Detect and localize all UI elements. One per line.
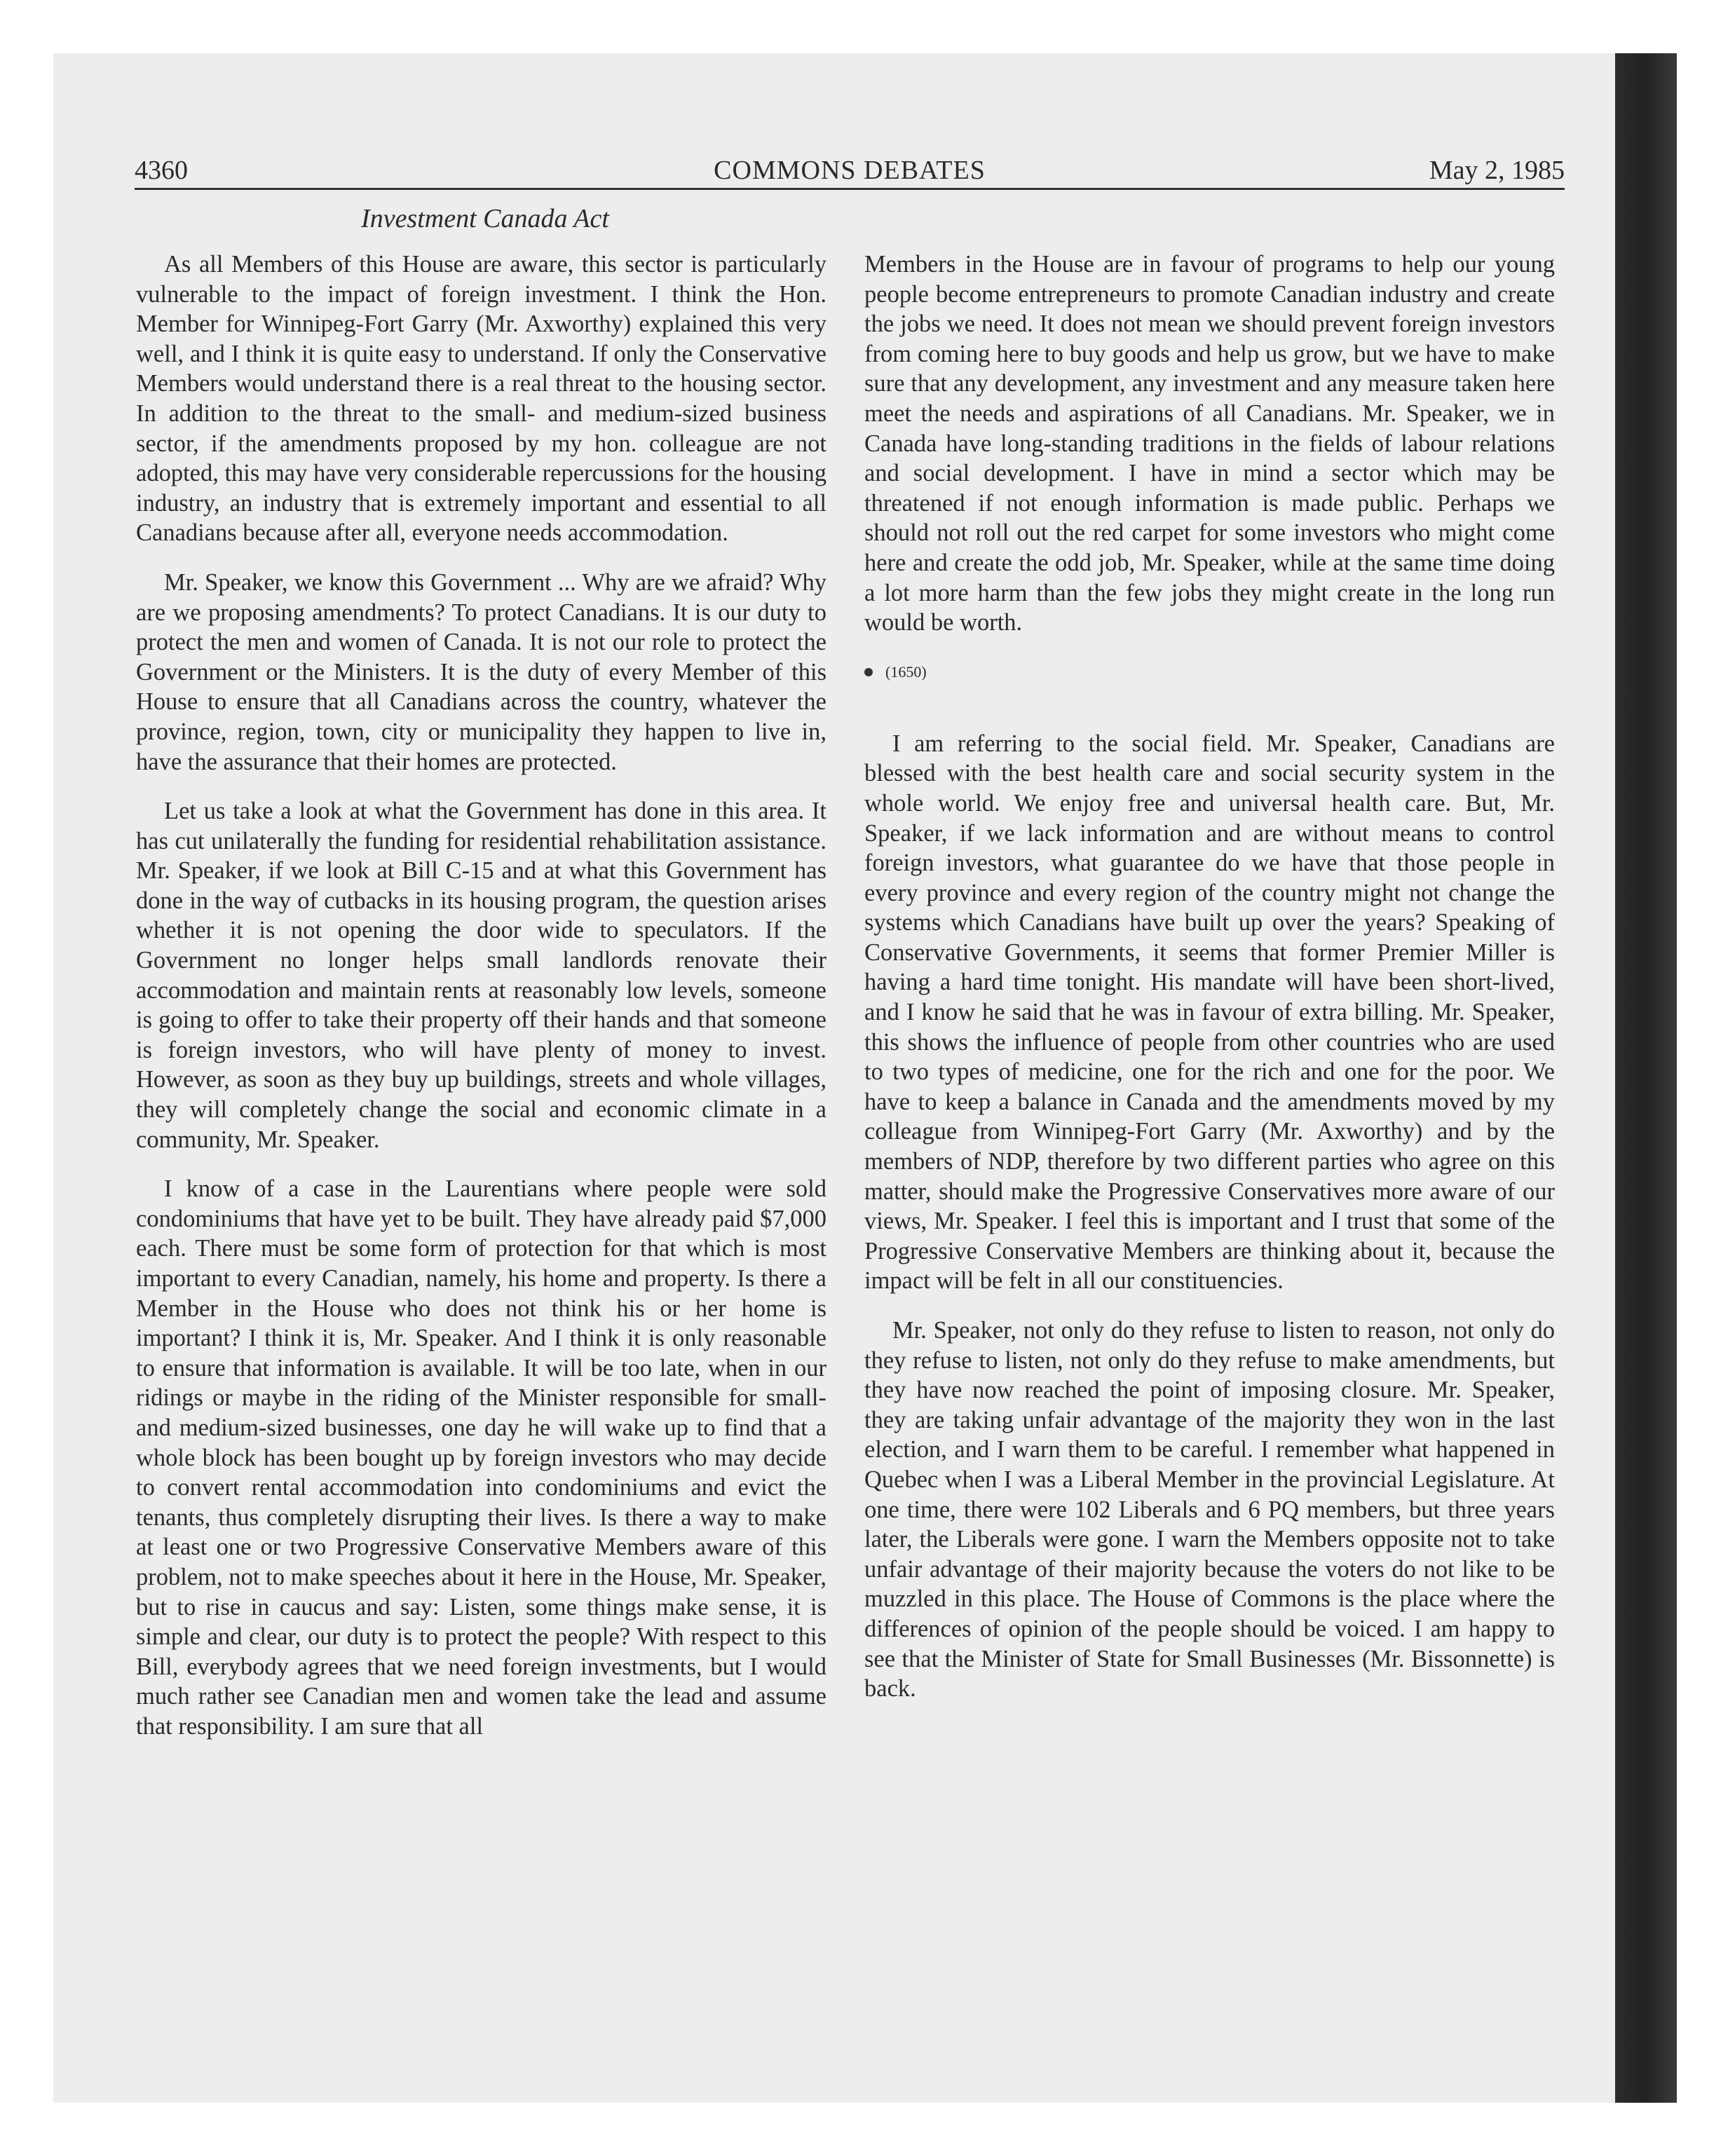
time-marker xyxy=(864,657,1555,687)
paragraph: Let us take a look at what the Government has done in this area. It has cut unilaterally the funding for residential rehabilitation assistance. Mr. Speaker, if we look at Bill C-15 and at what this Government has done in the way of cutbacks in its housing program, the question arises whether it is not opening the door wide to speculators. If the Government no longer helps small landlords renovate their accommodation and maintain rents at reasonably low levels, someone is going to offer to take their property off their hands and that someone is foreign investors, who will have plenty of money to invest. However, as soon as they buy up buildings, streets and whole villages, they will completely change the social and economic climate in a community, Mr. Speaker. xyxy=(136,798,826,1153)
paragraph: As all Members of this House are aware, this sector is particularly vulnerable to the impact of foreign investment. I think the Hon. Member for Winnipeg-Fort Garry (Mr. Axworthy) explained this very well, and I think it is quite easy to understand. If only the Conservative Members would understand there is a real threat to the housing sector. In addition to the threat to the small- and medium-sized business sector, if the amendments proposed by my hon. colleague are not adopted, this may have very considerable repercussions for the housing industry, an industry that is extremely important and essential to all Canadians because after all, everyone needs accommodation. xyxy=(136,251,826,547)
publication-title: COMMONS DEBATES xyxy=(714,156,986,185)
right-column xyxy=(864,250,1555,1724)
section-subheading: Investment Canada Act xyxy=(361,204,609,233)
scan-binding-edge xyxy=(1615,53,1677,2103)
paragraph: Mr. Speaker, not only do they refuse to listen to reason, not only do they refuse to listen, not only do they refuse to make amendments, but they have now reached the point of imposing closure. Mr. Speaker, they are taking unfair advantage of the majority they won in the last election, and I warn them to be careful. I remember what happened in Quebec when I was a Liberal Member in the provincial Legislature. At one time, there were 102 Liberals and 6 PQ members, but three years later, the Liberals were gone. I warn the Members opposite not to take unfair advantage of their majority because the voters do not like to be muzzled in this place. The House of Commons is the place where the differences of opinion of the people should be voiced. I am happy to see that the Minister of State for Small Businesses (Mr. Bissonnette) is back. xyxy=(864,1317,1555,1703)
paragraph-continued: Members in the House are in favour of programs to help our young people become entrepreneurs to promote Canadian industry and create the jobs we need. It does not mean we should prevent foreign investors from coming here to buy goods and help us grow, but we have to make sure that any development, any investment and any measure taken here meet the needs and aspirations of all Canadians. Mr. Speaker, we in Canada have long-standing traditions in the fields of labour relations and social development. I have in mind a sector which may be threatened if not enough information is made public. Perhaps we should not roll out the red carpet for some investors who might come here and create the odd job, Mr. Speaker, while at the same time doing a lot more harm than the few jobs they might create in the long run would be worth. xyxy=(864,251,1555,636)
paragraph: I am referring to the social field. Mr. Speaker, Canadians are blessed with the best health care and social security system in the whole world. We enjoy free and universal health care. But, Mr. Speaker, if we lack information and are without means to control foreign investors, what guarantee do we have that those people in every province and every region of the country might not change the systems which Canadians have built up over the years? Speaking of Conservative Governments, it seems that former Premier Miller is having a hard time tonight. His mandate will have been short-lived, and I know he said that he was in favour of extra billing. Mr. Speaker, this shows the influence of people from other countries who are used to two types of medicine, one for the rich and one for the poor. We have to keep a balance in Canada and the amendments moved by my colleague from Winnipeg-Fort Garry (Mr. Axworthy) and by the members of NDP, therefore by two different parties who agree on this matter, should make the Progressive Conservatives more aware of our views, Mr. Speaker. I feel this is important and I trust that some of the Progressive Conservative Members are thinking about it, because the impact will be felt in all our constituencies. xyxy=(864,730,1555,1295)
paragraph: I know of a case in the Laurentians where people were sold condominiums that have yet to be built. They have already paid $7,000 each. There must be some form of protection for that which is most important to every Canadian, namely, his home and property. Is there a Member in the House who does not think his or her home is important? I think it is, Mr. Speaker. And I think it is only reasonable to ensure that information is available. It will be too late, when in our ridings or maybe in the riding of the Minister responsible for small- and medium-sized businesses, one day he will wake up to find that a whole block has been bought up by foreign investors who may decide to convert rental accommodation into condominiums and evict the tenants, thus completely disrupting their lives. Is there a way to make at least one or two Progressive Conservative Members aware of this problem, not to make speeches about it here in the House, Mr. Speaker, but to rise in caucus and say: Listen, some things make sense, it is simple and clear, our duty is to protect the people? With respect to this Bill, everybody agrees that we need foreign investments, but I would much rather see Canadian men and women take the lead and assume that responsibility. I am sure that all xyxy=(136,1175,826,1740)
left-column xyxy=(136,250,826,1761)
page-number: 4360 xyxy=(135,156,188,185)
bullet-icon xyxy=(864,668,873,676)
paragraph: Mr. Speaker, we know this Government ... Why are we afraid? Why are we proposing amendments? To protect Canadians. It is our duty to protect the men and women of Canada. It is not our role to protect the Government or the Ministers. It is the duty of every Member of this House to ensure that all Canadians across the country, whatever the province, region, town, city or municipality they happen to live in, have the assurance that their homes are protected. xyxy=(136,568,826,775)
publication-date: May 2, 1985 xyxy=(1429,156,1565,185)
running-header xyxy=(135,153,1565,190)
time-marker-label: (1650) xyxy=(885,662,927,681)
